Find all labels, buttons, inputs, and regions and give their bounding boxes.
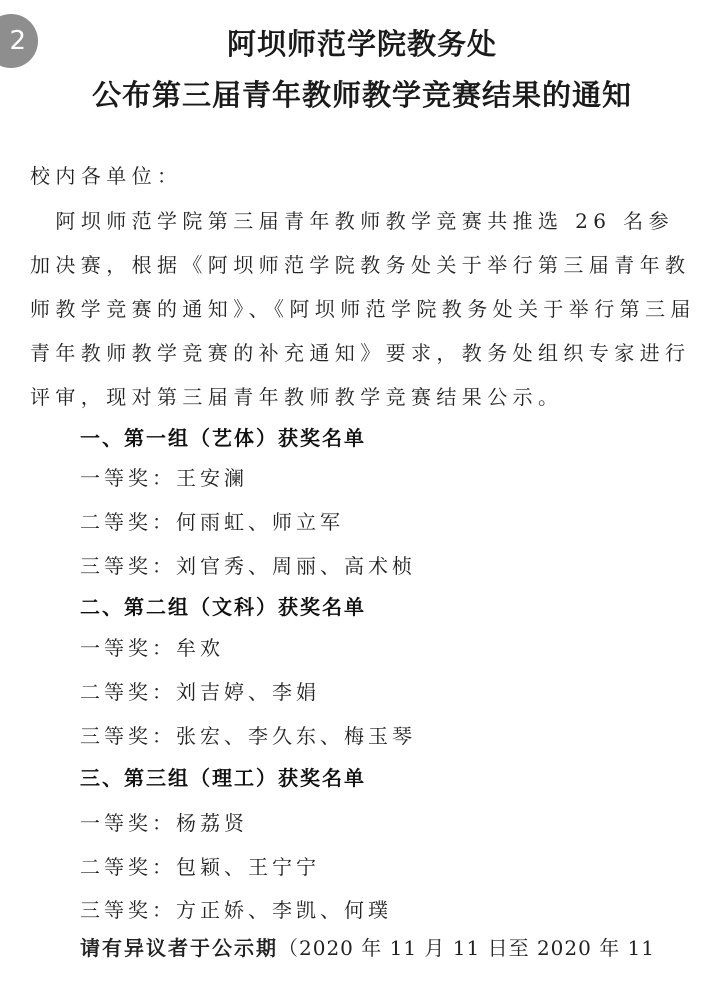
award-line: 三等奖：刘官秀、周丽、高术桢	[80, 554, 416, 578]
award-line: 三等奖：张宏、李久东、梅玉琴	[80, 724, 416, 748]
document-title-line2: 公布第三届青年教师教学竞赛结果的通知	[91, 78, 632, 112]
group-heading: 一、第一组（艺体）获奖名单	[80, 426, 366, 450]
group-heading: 三、第三组（理工）获奖名单	[80, 766, 366, 790]
paragraph-line: 青年教师教学竞赛的补充通知》要求，教务处组织专家进行	[30, 341, 691, 365]
award-line: 二等奖：何雨虹、师立军	[80, 510, 344, 534]
paragraph-line: 阿坝师范学院第三届青年教师教学竞赛共推选 26 名参	[30, 209, 674, 233]
objection-notice-line	[80, 932, 655, 961]
award-line: 一等奖：杨荔贤	[80, 811, 248, 835]
page-number-badge: 2	[0, 14, 38, 68]
award-line: 一等奖：牟欢	[80, 636, 224, 660]
award-line: 二等奖：刘吉婷、李娟	[80, 680, 320, 704]
paragraph-line: 师教学竞赛的通知》、《阿坝师范学院教务处关于举行第三届	[30, 297, 696, 321]
document-title-line1: 阿坝师范学院教务处	[226, 27, 497, 61]
objection-notice-bold: 请有异议者于公示期	[80, 936, 278, 960]
paragraph-line: 评审，现对第三届青年教师教学竞赛结果公示。	[30, 385, 564, 409]
group-heading: 二、第二组（文科）获奖名单	[80, 595, 366, 619]
paragraph-line: 加决赛，根据《阿坝师范学院教务处关于举行第三届青年教	[30, 253, 691, 277]
award-line: 三等奖：方正娇、李凯、何璞	[80, 898, 392, 922]
salutation: 校内各单位：	[30, 164, 183, 188]
objection-notice-period: （2020 年 11 月 11 日至 2020 年 11	[278, 936, 656, 960]
award-line: 一等奖：王安澜	[80, 466, 248, 490]
award-line: 二等奖：包颖、王宁宁	[80, 855, 320, 879]
